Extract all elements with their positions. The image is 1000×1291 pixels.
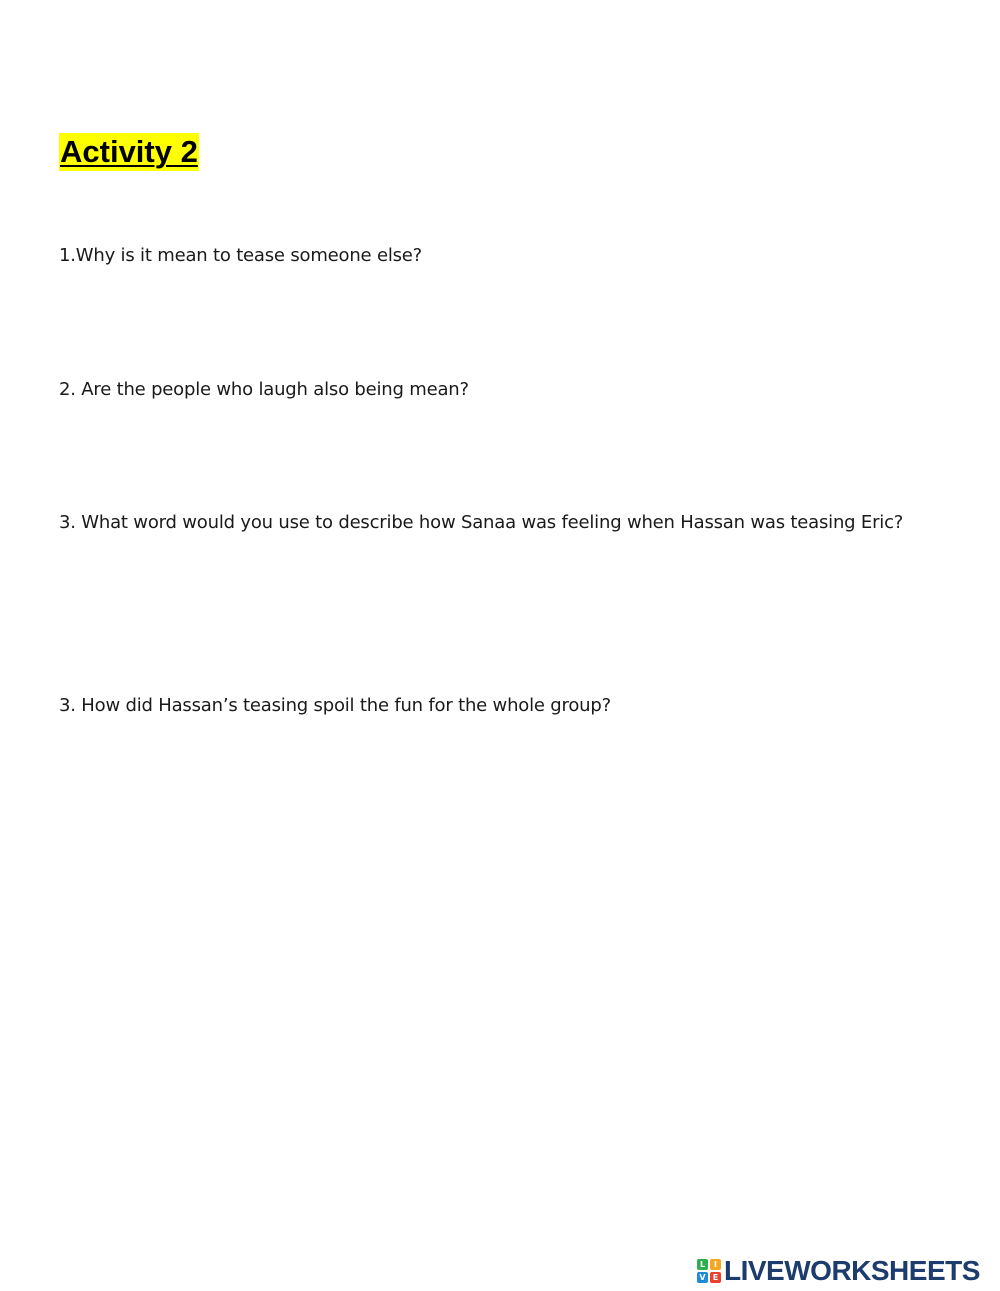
question-4: 3. How did Hassan’s teasing spoil the fun for the whole group? bbox=[59, 695, 611, 716]
logo-block-i: I bbox=[710, 1259, 721, 1270]
logo-block-l: L bbox=[697, 1259, 708, 1270]
activity-title: Activity 2 bbox=[60, 134, 198, 169]
logo-block-v: V bbox=[697, 1272, 708, 1283]
question-3: 3. What word would you use to describe how Sanaa was feeling when Hassan was teasing Eric? bbox=[59, 512, 904, 533]
logo-block-e: E bbox=[710, 1272, 721, 1283]
question-2: 2. Are the people who laugh also being mean? bbox=[59, 379, 469, 400]
logo-blocks-icon bbox=[697, 1259, 721, 1283]
question-1: 1.Why is it mean to tease someone else? bbox=[59, 245, 423, 266]
logo-text: LIVEWORKSHEETS bbox=[724, 1255, 980, 1286]
liveworksheets-logo bbox=[697, 1256, 980, 1286]
